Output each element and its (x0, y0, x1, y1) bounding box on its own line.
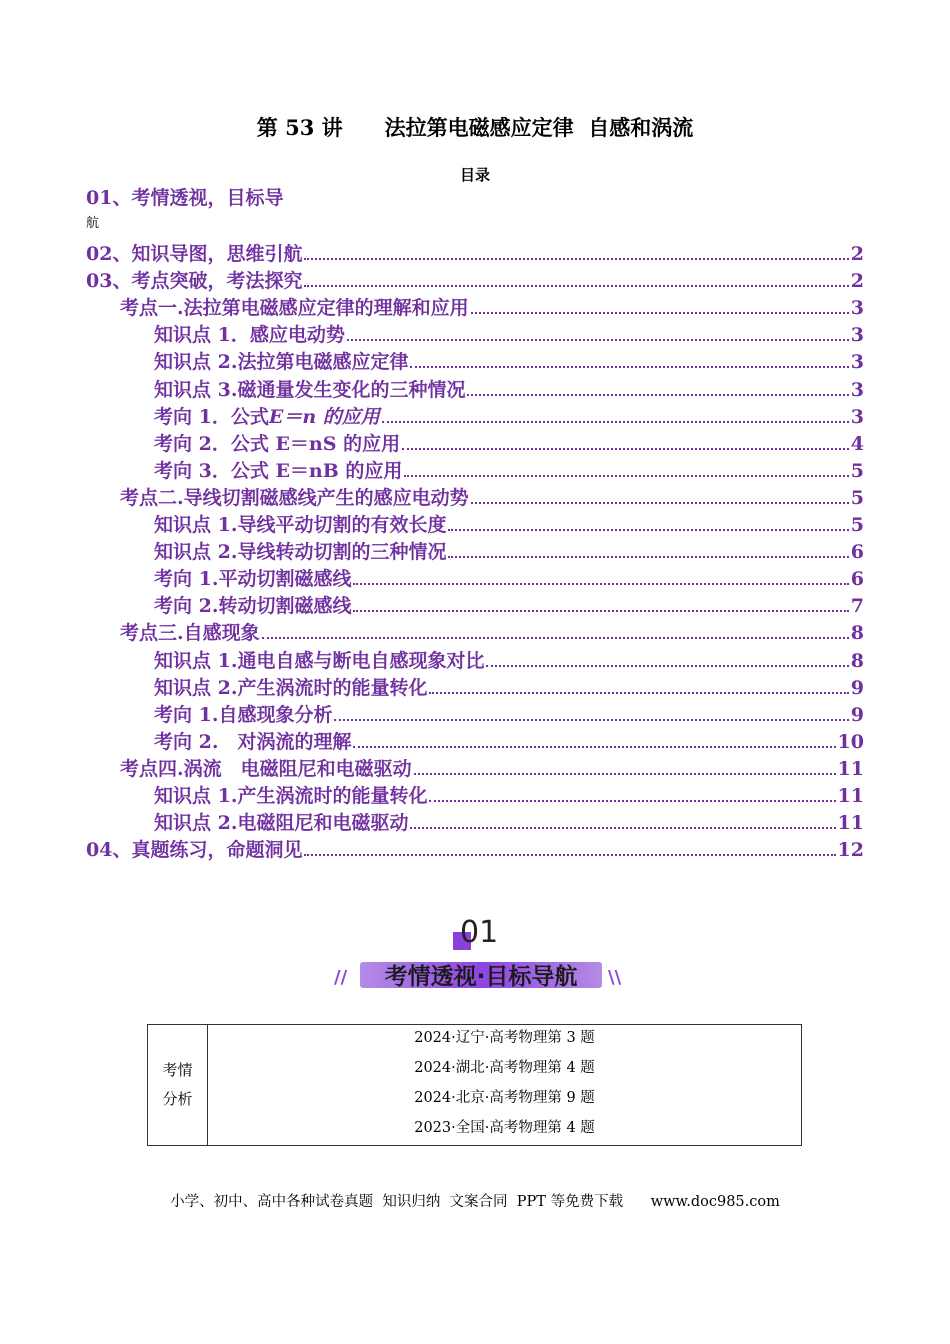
toc-item-label: 知识点 2.电磁阻尼和电磁驱动 (154, 812, 409, 835)
toc-leader-dots (410, 827, 835, 829)
toc-page-number: 2 (850, 270, 864, 293)
toc-item[interactable] (154, 676, 864, 700)
table-row: 2024·北京·高考物理第 9 题 (414, 1090, 595, 1106)
toc-page-number: 3 (850, 378, 864, 401)
toc-leader-dots (448, 556, 848, 558)
toc-item[interactable] (154, 649, 864, 673)
toc-item-label: 考点四.涡流 电磁阻尼和电磁驱动 (120, 757, 412, 780)
toc-page-number: 8 (850, 622, 864, 645)
toc-page-number: 9 (850, 703, 864, 726)
toc-leader-dots (410, 366, 848, 368)
toc-item-label: 考向 1.平动切割磁感线 (154, 568, 352, 591)
toc-leader-dots (471, 312, 849, 314)
toc-item-label: 知识点 3.磁通量发生变化的三种情况 (154, 378, 466, 401)
toc-item-label: 知识点 1.通电自感与断电自感现象对比 (154, 649, 485, 672)
banner-slash-right: \\ (608, 967, 622, 988)
toc-item-label: 考点一.法拉第电磁感应定律的理解和应用 (120, 297, 469, 320)
toc-item-label: 03、考点突破，考法探究 (86, 270, 303, 293)
toc-leader-dots (471, 502, 849, 504)
toc-item-label: 知识点 2.产生涡流时的能量转化 (154, 676, 428, 699)
toc-item[interactable] (154, 540, 864, 564)
toc-leader-dots (353, 746, 835, 748)
toc-page-number: 8 (850, 649, 864, 672)
analysis-rows (208, 1025, 801, 1145)
toc-page-number: 9 (850, 676, 864, 699)
toc-item[interactable] (154, 513, 864, 537)
toc-item-01-wrap: 航 (86, 216, 100, 231)
toc-item[interactable] (154, 350, 864, 374)
toc-page-number: 12 (837, 839, 864, 862)
toc-item-label: 考向 3．公式 E＝nB 的应用 (154, 459, 403, 482)
toc-page-number: 7 (850, 595, 864, 618)
toc-item-label-italic: E＝n 的应用 (268, 405, 380, 428)
toc-leader-dots (382, 421, 849, 423)
toc-item[interactable] (120, 486, 864, 510)
toc-item[interactable] (120, 296, 864, 320)
analysis-table (147, 1024, 802, 1146)
toc-page-number: 10 (837, 730, 864, 753)
toc-leader-dots (262, 637, 849, 639)
toc-page-number: 2 (850, 243, 864, 265)
toc-heading: 目录 (459, 166, 490, 184)
toc-item[interactable] (154, 459, 864, 483)
toc-item-label: 知识点 2.法拉第电磁感应定律 (154, 351, 409, 374)
toc-page-number: 6 (850, 541, 864, 564)
banner-slash-left: // (334, 967, 348, 988)
table-row: 2023·全国·高考物理第 4 题 (414, 1120, 595, 1136)
toc-item-label: 考向 2．公式 E＝nS 的应用 (154, 432, 401, 455)
toc-item[interactable] (86, 838, 864, 862)
toc-item-label: 知识点 1.导线平动切割的有效长度 (154, 514, 447, 536)
toc-page-number: 3 (850, 324, 864, 347)
toc-item-label: 考点三.自感现象 (120, 622, 260, 645)
toc-item[interactable] (154, 730, 864, 754)
toc-item[interactable] (120, 757, 864, 781)
toc-item-label: 知识点 1．感应电动势 (154, 324, 345, 347)
toc-item[interactable] (154, 378, 864, 402)
toc-item-label: 考向 1.自感现象分析 (154, 703, 333, 726)
toc-page-number: 11 (837, 812, 864, 835)
toc-item-label: 考向 2. 对涡流的理解 (154, 730, 352, 753)
toc-item-label: 考向 2.转动切割磁感线 (154, 595, 352, 618)
toc-leader-dots (414, 773, 836, 775)
toc-page-number: 3 (850, 405, 864, 428)
toc-leader-dots (486, 665, 848, 667)
toc-page-number: 5 (850, 459, 864, 482)
toc-page-number: 11 (837, 785, 864, 807)
toc-leader-dots (353, 610, 848, 612)
section-banner (300, 915, 650, 995)
toc-item-01[interactable]: 01、考情透视，目标导 (86, 187, 284, 209)
toc-item[interactable] (154, 432, 864, 456)
analysis-header-line1: 考情 (162, 1061, 193, 1079)
toc-leader-dots (304, 854, 835, 856)
toc-item-label: 考向 1．公式 (154, 405, 269, 428)
analysis-header-line2: 分析 (162, 1090, 193, 1108)
toc-item-label: 04、真题练习，命题洞见 (86, 839, 303, 862)
toc-leader-dots (304, 285, 848, 287)
table-row: 2024·湖北·高考物理第 4 题 (414, 1060, 595, 1076)
section-number: 01 (460, 915, 499, 950)
toc-item[interactable] (154, 784, 864, 808)
section-title: 考情透视·目标导航 (384, 964, 578, 990)
toc-item-label: 02、知识导图，思维引航 (86, 243, 303, 265)
toc-leader-dots (304, 258, 848, 260)
analysis-header (148, 1025, 208, 1145)
toc-leader-dots (347, 339, 849, 341)
table-row: 2024·辽宁·高考物理第 3 题 (414, 1030, 595, 1046)
toc-item[interactable] (154, 703, 864, 727)
toc-item[interactable] (154, 405, 864, 429)
toc-page-number: 11 (837, 757, 864, 780)
toc-item-label: 考点二.导线切割磁感线产生的感应电动势 (120, 486, 469, 509)
page-footer: 小学、初中、高中各种试卷真题 知识归纳 文案合同 PPT 等免费下载 www.doc985.com (170, 1194, 780, 1210)
toc-item[interactable] (154, 811, 864, 835)
toc-item[interactable] (86, 242, 864, 266)
toc-leader-dots (402, 448, 849, 450)
toc-leader-dots (334, 719, 848, 721)
toc-page-number: 3 (850, 297, 864, 320)
toc-item-label: 知识点 1.产生涡流时的能量转化 (154, 785, 428, 807)
toc-item[interactable] (154, 567, 864, 591)
toc-page-number: 5 (850, 514, 864, 536)
toc-page-number: 4 (850, 432, 864, 455)
toc-item-label: 知识点 2.导线转动切割的三种情况 (154, 541, 447, 564)
toc-leader-dots (404, 475, 848, 477)
page-title: 第 53 讲 法拉第电磁感应定律 自感和涡流 (256, 115, 694, 140)
toc-item[interactable] (86, 269, 864, 293)
toc-leader-dots (467, 394, 848, 396)
toc-leader-dots (429, 800, 835, 802)
toc-leader-dots (429, 692, 848, 694)
toc-leader-dots (353, 583, 848, 585)
toc-item[interactable] (154, 323, 864, 347)
toc-page-number: 6 (850, 568, 864, 591)
toc-page-number: 5 (850, 486, 864, 509)
toc-leader-dots (448, 529, 848, 531)
toc-item[interactable] (154, 594, 864, 618)
toc-item[interactable] (120, 621, 864, 645)
toc-page-number: 3 (850, 351, 864, 374)
